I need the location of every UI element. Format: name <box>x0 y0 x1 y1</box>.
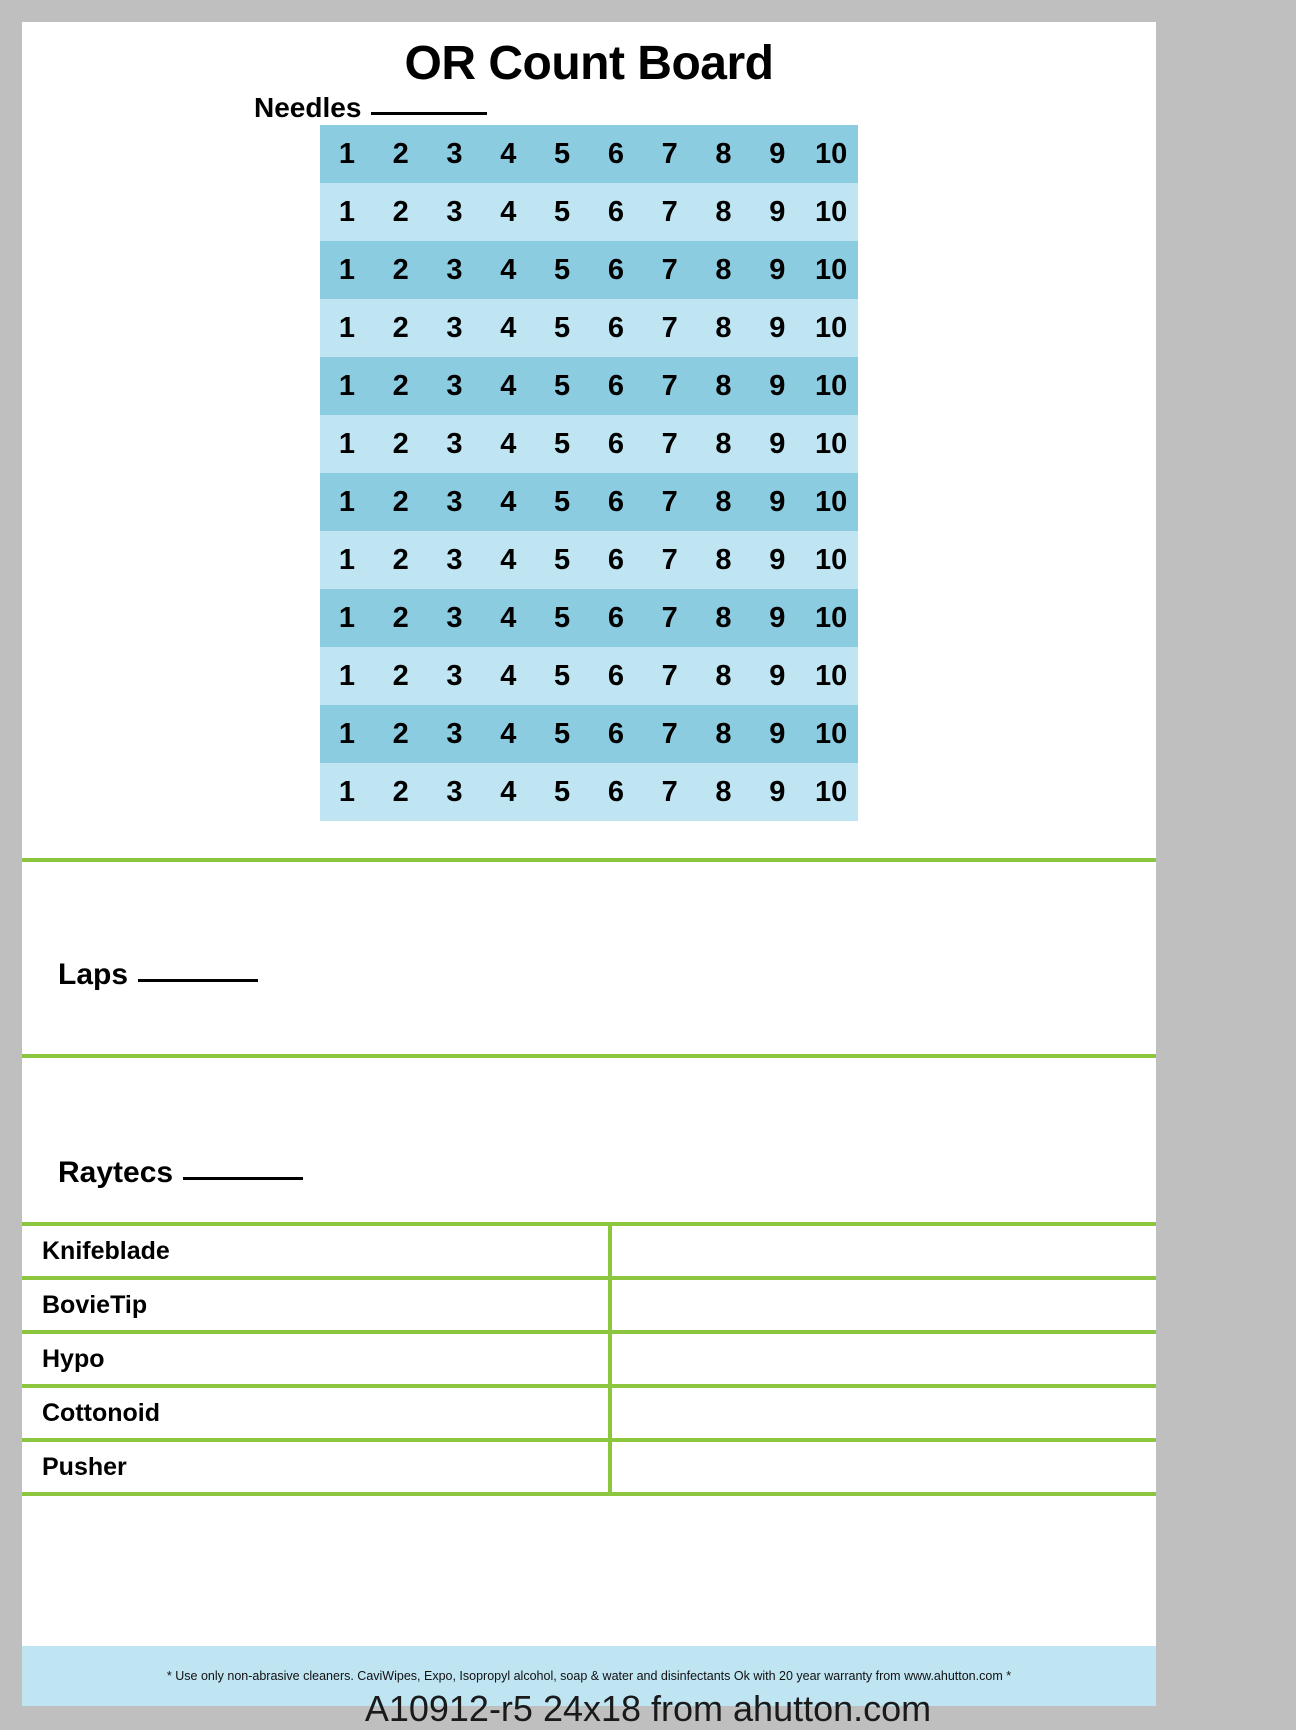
needles-grid-row <box>320 299 858 357</box>
needle-count-cell[interactable]: 3 <box>428 473 482 531</box>
laps-label: Laps <box>58 958 129 991</box>
needles-grid-row <box>320 241 858 299</box>
needle-count-cell[interactable]: 10 <box>804 473 858 531</box>
needle-count-cell[interactable]: 5 <box>535 415 589 473</box>
needle-count-cell[interactable]: 7 <box>643 705 697 763</box>
needle-count-cell[interactable]: 4 <box>481 763 535 821</box>
needle-count-cell[interactable]: 3 <box>428 299 482 357</box>
needle-count-cell[interactable]: 8 <box>697 183 751 241</box>
needle-count-cell[interactable]: 10 <box>804 415 858 473</box>
needle-count-cell[interactable]: 4 <box>481 299 535 357</box>
needles-grid-row <box>320 183 858 241</box>
needle-count-cell[interactable]: 9 <box>750 125 804 183</box>
needle-count-cell[interactable]: 3 <box>428 357 482 415</box>
needle-count-cell[interactable]: 9 <box>750 531 804 589</box>
supply-item-value-field[interactable] <box>610 1332 1156 1386</box>
needles-grid-row <box>320 763 858 821</box>
needle-count-cell[interactable]: 7 <box>643 531 697 589</box>
needle-count-cell[interactable]: 6 <box>589 589 643 647</box>
needle-count-cell[interactable]: 5 <box>535 183 589 241</box>
needle-count-cell[interactable]: 9 <box>750 473 804 531</box>
needle-count-cell[interactable]: 6 <box>589 705 643 763</box>
needle-count-cell[interactable]: 3 <box>428 763 482 821</box>
needle-count-cell[interactable]: 9 <box>750 589 804 647</box>
needle-count-cell[interactable]: 9 <box>750 241 804 299</box>
needle-count-cell[interactable]: 6 <box>589 357 643 415</box>
needle-count-cell[interactable]: 3 <box>428 589 482 647</box>
needle-count-cell[interactable]: 5 <box>535 647 589 705</box>
needle-count-cell[interactable]: 2 <box>374 705 428 763</box>
needle-count-cell[interactable]: 8 <box>697 647 751 705</box>
needles-blank-field[interactable] <box>371 112 487 115</box>
needle-count-cell[interactable]: 10 <box>804 299 858 357</box>
needle-count-cell[interactable]: 7 <box>643 763 697 821</box>
needle-count-cell[interactable]: 7 <box>643 589 697 647</box>
needle-count-cell[interactable]: 2 <box>374 357 428 415</box>
needle-count-cell[interactable]: 10 <box>804 357 858 415</box>
needle-count-cell[interactable]: 1 <box>320 763 374 821</box>
needle-count-cell[interactable]: 4 <box>481 415 535 473</box>
needle-count-cell[interactable]: 7 <box>643 183 697 241</box>
needle-count-cell[interactable]: 1 <box>320 531 374 589</box>
supply-item-value-field[interactable] <box>610 1386 1156 1440</box>
needle-count-cell[interactable]: 7 <box>643 647 697 705</box>
needle-count-cell[interactable]: 8 <box>697 357 751 415</box>
table-row <box>22 1278 1156 1332</box>
needle-count-cell[interactable]: 8 <box>697 299 751 357</box>
supply-item-label: Pusher <box>22 1440 610 1494</box>
needle-count-cell[interactable]: 8 <box>697 763 751 821</box>
needle-count-cell[interactable]: 5 <box>535 763 589 821</box>
needle-count-cell[interactable]: 3 <box>428 125 482 183</box>
needle-count-cell[interactable]: 1 <box>320 299 374 357</box>
needle-count-cell[interactable]: 7 <box>643 125 697 183</box>
needle-count-cell[interactable]: 7 <box>643 241 697 299</box>
needle-count-cell[interactable]: 10 <box>804 763 858 821</box>
needles-grid-row <box>320 125 858 183</box>
needle-count-cell[interactable]: 10 <box>804 125 858 183</box>
table-row <box>22 1386 1156 1440</box>
supply-item-label: Cottonoid <box>22 1386 610 1440</box>
needles-grid-row <box>320 589 858 647</box>
needle-count-cell[interactable]: 9 <box>750 763 804 821</box>
needle-count-cell[interactable]: 1 <box>320 705 374 763</box>
needle-count-cell[interactable]: 6 <box>589 299 643 357</box>
needle-count-cell[interactable]: 6 <box>589 531 643 589</box>
needle-count-cell[interactable]: 10 <box>804 183 858 241</box>
needle-count-cell[interactable]: 10 <box>804 647 858 705</box>
needle-count-cell[interactable]: 5 <box>535 357 589 415</box>
table-row <box>22 1440 1156 1494</box>
needle-count-cell[interactable]: 1 <box>320 589 374 647</box>
needles-grid-row <box>320 415 858 473</box>
product-caption: A10912-r5 24x18 from ahutton.com <box>364 1688 932 1729</box>
needle-count-cell[interactable]: 6 <box>589 125 643 183</box>
needle-count-cell[interactable]: 3 <box>428 705 482 763</box>
table-row <box>22 1332 1156 1386</box>
needle-count-cell[interactable]: 4 <box>481 705 535 763</box>
supply-item-value-field[interactable] <box>610 1224 1156 1278</box>
needle-count-cell[interactable]: 2 <box>374 183 428 241</box>
needle-count-cell[interactable]: 9 <box>750 357 804 415</box>
supply-item-label: Hypo <box>22 1332 610 1386</box>
needle-count-cell[interactable]: 5 <box>535 473 589 531</box>
needle-count-cell[interactable]: 5 <box>535 299 589 357</box>
needle-count-cell[interactable]: 8 <box>697 415 751 473</box>
needles-grid-row <box>320 705 858 763</box>
needle-count-cell[interactable]: 8 <box>697 241 751 299</box>
needle-count-cell[interactable]: 4 <box>481 125 535 183</box>
needle-count-cell[interactable]: 9 <box>750 299 804 357</box>
needle-count-cell[interactable]: 7 <box>643 415 697 473</box>
needles-count-grid[interactable] <box>320 125 858 821</box>
needles-grid-row <box>320 531 858 589</box>
needle-count-cell[interactable]: 3 <box>428 647 482 705</box>
needle-count-cell[interactable]: 3 <box>428 531 482 589</box>
needle-count-cell[interactable]: 7 <box>643 299 697 357</box>
needle-count-cell[interactable]: 2 <box>374 125 428 183</box>
needle-count-cell[interactable]: 10 <box>804 531 858 589</box>
needle-count-cell[interactable]: 4 <box>481 531 535 589</box>
needle-count-cell[interactable]: 4 <box>481 647 535 705</box>
needle-count-cell[interactable]: 1 <box>320 647 374 705</box>
or-count-board <box>22 22 1156 1706</box>
needles-grid-row <box>320 357 858 415</box>
needle-count-cell[interactable]: 9 <box>750 705 804 763</box>
needles-label-group <box>254 92 487 124</box>
needle-count-cell[interactable]: 5 <box>535 241 589 299</box>
needle-count-cell[interactable]: 2 <box>374 763 428 821</box>
needle-count-cell[interactable]: 1 <box>320 183 374 241</box>
needle-count-cell[interactable]: 5 <box>535 705 589 763</box>
needle-count-cell[interactable]: 4 <box>481 357 535 415</box>
needle-count-cell[interactable]: 1 <box>320 357 374 415</box>
needle-count-cell[interactable]: 10 <box>804 589 858 647</box>
needle-count-cell[interactable]: 6 <box>589 241 643 299</box>
needle-count-cell[interactable]: 8 <box>697 589 751 647</box>
supply-item-table-body <box>22 1224 1156 1494</box>
needle-count-cell[interactable]: 5 <box>535 589 589 647</box>
needle-count-cell[interactable]: 6 <box>589 647 643 705</box>
needle-count-cell[interactable]: 1 <box>320 473 374 531</box>
needle-count-cell[interactable]: 2 <box>374 299 428 357</box>
needle-count-cell[interactable]: 5 <box>535 125 589 183</box>
needle-count-cell[interactable]: 3 <box>428 241 482 299</box>
needle-count-cell[interactable]: 3 <box>428 183 482 241</box>
needle-count-cell[interactable]: 6 <box>589 473 643 531</box>
needle-count-cell[interactable]: 1 <box>320 125 374 183</box>
divider-above-raytecs <box>22 1054 1156 1058</box>
needles-label: Needles <box>254 92 362 123</box>
needle-count-cell[interactable]: 8 <box>697 125 751 183</box>
needle-count-cell[interactable]: 2 <box>374 415 428 473</box>
needles-grid-body <box>320 125 858 821</box>
laps-label-group <box>58 958 258 992</box>
needle-count-cell[interactable]: 3 <box>428 415 482 473</box>
divider-above-laps <box>22 858 1156 862</box>
page-title: OR Count Board <box>404 37 774 90</box>
laps-write-area[interactable] <box>22 1002 1156 1062</box>
needles-grid-row <box>320 647 858 705</box>
needle-count-cell[interactable]: 9 <box>750 415 804 473</box>
needle-count-cell[interactable]: 4 <box>481 589 535 647</box>
raytecs-blank-field[interactable] <box>183 1177 303 1180</box>
needle-count-cell[interactable]: 2 <box>374 531 428 589</box>
laps-blank-field[interactable] <box>138 979 258 982</box>
supply-item-table <box>22 1222 1156 1496</box>
supply-item-value-field[interactable] <box>610 1440 1156 1494</box>
needle-count-cell[interactable]: 6 <box>589 763 643 821</box>
needle-count-cell[interactable]: 7 <box>643 357 697 415</box>
raytecs-label-group <box>58 1156 303 1190</box>
needle-count-cell[interactable]: 10 <box>804 705 858 763</box>
needle-count-cell[interactable]: 1 <box>320 241 374 299</box>
needle-count-cell[interactable]: 4 <box>481 183 535 241</box>
needle-count-cell[interactable]: 2 <box>374 241 428 299</box>
needle-count-cell[interactable]: 2 <box>374 647 428 705</box>
table-row <box>22 1224 1156 1278</box>
needle-count-cell[interactable]: 5 <box>535 531 589 589</box>
needle-count-cell[interactable]: 9 <box>750 183 804 241</box>
needle-count-cell[interactable]: 2 <box>374 473 428 531</box>
needle-count-cell[interactable]: 4 <box>481 473 535 531</box>
needle-count-cell[interactable]: 8 <box>697 705 751 763</box>
needle-count-cell[interactable]: 7 <box>643 473 697 531</box>
needle-count-cell[interactable]: 2 <box>374 589 428 647</box>
needle-count-cell[interactable]: 10 <box>804 241 858 299</box>
supply-item-value-field[interactable] <box>610 1278 1156 1332</box>
raytecs-label: Raytecs <box>58 1156 174 1189</box>
needle-count-cell[interactable]: 9 <box>750 647 804 705</box>
disclaimer-text: * Use only non-abrasive cleaners. CaviWipes, Expo, Isopropyl alcohol, soap & water and disinfectants Ok with 20 year warranty from www.ahutton.com * <box>166 1669 1012 1683</box>
supply-item-label: Knifeblade <box>22 1224 610 1278</box>
supply-item-label: BovieTip <box>22 1278 610 1332</box>
needle-count-cell[interactable]: 8 <box>697 473 751 531</box>
needle-count-cell[interactable]: 4 <box>481 241 535 299</box>
needle-count-cell[interactable]: 1 <box>320 415 374 473</box>
needle-count-cell[interactable]: 6 <box>589 415 643 473</box>
needles-grid-row <box>320 473 858 531</box>
needle-count-cell[interactable]: 6 <box>589 183 643 241</box>
needle-count-cell[interactable]: 8 <box>697 531 751 589</box>
